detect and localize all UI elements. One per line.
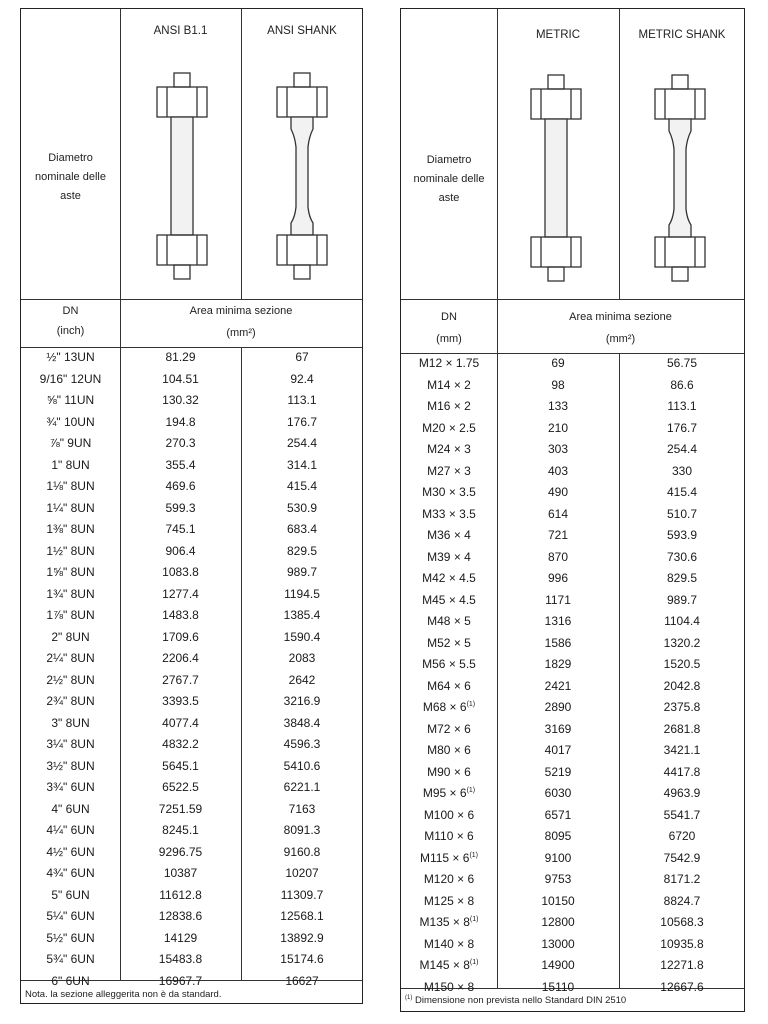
table-row bbox=[21, 734, 362, 756]
area-shank-cell: 683.4 bbox=[286, 522, 318, 536]
table-row bbox=[21, 562, 362, 584]
area-shank-cell: 9160.8 bbox=[283, 844, 321, 859]
area-cell: 104.51 bbox=[162, 371, 199, 386]
area-cell: 490 bbox=[547, 485, 569, 499]
dn-cell: M72 × 6 bbox=[427, 721, 471, 736]
area-shank-cell: 5541.7 bbox=[663, 807, 701, 822]
table-row bbox=[401, 396, 744, 418]
dn-cell: 3½" 8UN bbox=[46, 758, 95, 773]
stud-bolt-shank-icon bbox=[650, 73, 710, 283]
area-shank-cell: 92.4 bbox=[290, 371, 314, 386]
area-shank-cell: 254.4 bbox=[286, 436, 318, 450]
dn-cell: 1⅝" 8UN bbox=[46, 565, 95, 579]
area-cell: 5645.1 bbox=[162, 758, 199, 773]
area-shank-cell: 1104.4 bbox=[664, 614, 700, 628]
dn-cell: 1½" 8UN bbox=[46, 543, 95, 558]
area-cell: 9296.75 bbox=[158, 844, 203, 859]
dn-cell: M140 × 8 bbox=[423, 936, 475, 951]
table-row bbox=[21, 713, 362, 735]
area-shank-cell: 113.1 bbox=[667, 399, 697, 413]
area-cell: 194.8 bbox=[165, 414, 196, 429]
dn-cell: M33 × 3.5 bbox=[422, 506, 476, 521]
diameter-header-line: aste bbox=[438, 192, 460, 204]
dn-cell: 1⅛" 8UN bbox=[46, 479, 95, 493]
stud-bolt-icon bbox=[526, 73, 586, 283]
area-shank-cell: 3216.9 bbox=[283, 694, 321, 708]
ansi-b11-title: ANSI B1.1 bbox=[153, 25, 208, 37]
table-row bbox=[401, 869, 744, 891]
footnote-marker: (1) bbox=[466, 701, 476, 708]
table-row bbox=[401, 719, 744, 741]
area-shank-cell: 510.7 bbox=[666, 506, 698, 521]
table-row bbox=[21, 799, 362, 821]
table-row bbox=[401, 654, 744, 676]
dn-cell: ⅝" 11UN bbox=[46, 393, 95, 407]
metric-title: METRIC bbox=[535, 29, 581, 41]
dn-cell: $M68 \times 6^{(1)}$ bbox=[422, 700, 476, 714]
area-shank-cell: 4417.8 bbox=[663, 764, 701, 779]
area-shank-cell: 12568.1 bbox=[280, 909, 324, 923]
dn-cell: M45 × 4.5 bbox=[422, 592, 476, 607]
table-row bbox=[21, 906, 362, 928]
area-cell: 14900 bbox=[541, 958, 575, 972]
area-cell: 14129 bbox=[163, 930, 198, 945]
dn-cell: 2¾" 8UN bbox=[46, 694, 95, 708]
area-shank-cell: 176.7 bbox=[286, 414, 318, 429]
area-shank-cell: 12667.6 bbox=[660, 979, 704, 994]
table-row bbox=[401, 611, 744, 633]
table-row bbox=[21, 842, 362, 864]
dn-cell: M125 × 8 bbox=[423, 893, 475, 908]
table-row bbox=[401, 912, 744, 934]
area-shank-cell: 6221.1 bbox=[283, 780, 321, 794]
area-cell: 16967.7 bbox=[158, 973, 203, 988]
area-shank-cell: 56.75 bbox=[666, 356, 698, 370]
area-shank-cell: 6720 bbox=[668, 829, 696, 843]
dn-cell: M48 × 5 bbox=[427, 614, 471, 628]
divider bbox=[619, 9, 620, 299]
area-cell: 4832.2 bbox=[162, 737, 199, 751]
dn-cell: $M115 \times 6^{(1)}$ bbox=[419, 850, 479, 865]
table-row bbox=[21, 347, 362, 369]
area-cell: 2890 bbox=[544, 700, 572, 714]
area-shank-cell: 1590.4 bbox=[283, 629, 321, 644]
area-shank-cell: 730.6 bbox=[666, 549, 698, 564]
table-row bbox=[21, 691, 362, 713]
area-shank-cell: 1320.2 bbox=[663, 635, 701, 650]
area-shank-cell: 86.6 bbox=[670, 377, 694, 392]
table-row bbox=[401, 375, 744, 397]
footnote-marker: (1) bbox=[405, 995, 413, 1001]
metric-shank-title: METRIC SHANK bbox=[638, 29, 726, 41]
area-shank-cell: 1385.4 bbox=[283, 608, 321, 622]
area-shank-cell: 67 bbox=[295, 350, 309, 364]
table-row bbox=[21, 885, 362, 907]
footnote-marker: (1) bbox=[469, 916, 479, 923]
area-cell: 10387 bbox=[163, 866, 198, 880]
dn-cell: ¾" 10UN bbox=[46, 414, 95, 429]
area-cell: 469.6 bbox=[165, 479, 196, 493]
area-shank-cell: 10935.8 bbox=[660, 936, 704, 951]
area-cell: 745.1 bbox=[165, 522, 196, 536]
area-shank-cell: 314.1 bbox=[286, 457, 318, 472]
table-row bbox=[401, 590, 744, 612]
area-shank-cell: 10207 bbox=[285, 866, 319, 880]
table-row bbox=[401, 740, 744, 762]
diameter-header-line: nominale delle bbox=[413, 173, 485, 185]
area-cell: 8245.1 bbox=[162, 823, 199, 837]
area-cell: 614 bbox=[547, 506, 569, 521]
area-shank-cell: 11309.7 bbox=[280, 887, 324, 902]
area-cell: 9100 bbox=[544, 850, 572, 865]
area-shank-cell: 829.5 bbox=[286, 543, 318, 558]
table-row bbox=[401, 525, 744, 547]
area-cell: 1586 bbox=[544, 635, 572, 650]
area-cell: 6571 bbox=[544, 807, 572, 822]
table-row bbox=[21, 369, 362, 391]
table-row bbox=[21, 433, 362, 455]
dn-cell: 3¼" 8UN bbox=[46, 737, 95, 751]
area-cell: 270.3 bbox=[165, 436, 196, 450]
diameter-header-line: Diametro bbox=[48, 152, 93, 164]
divider bbox=[401, 299, 744, 300]
ansi-rows bbox=[21, 347, 362, 992]
area-cell: 1709.6 bbox=[162, 629, 199, 644]
area-shank-cell: 415.4 bbox=[286, 479, 318, 493]
table-row bbox=[401, 762, 744, 784]
area-shank-cell: 593.9 bbox=[666, 528, 698, 542]
area-cell: 4077.4 bbox=[162, 715, 199, 730]
dn-cell: M27 × 3 bbox=[427, 463, 471, 478]
dn-cell: 2" 8UN bbox=[51, 629, 90, 644]
ansi-table bbox=[20, 8, 363, 1004]
dn-unit: (mm) bbox=[436, 333, 462, 345]
area-cell: 1171 bbox=[545, 592, 571, 607]
area-shank-cell: 16627 bbox=[285, 973, 319, 988]
dn-cell: M42 × 4.5 bbox=[422, 571, 476, 585]
table-row bbox=[401, 568, 744, 590]
dn-cell: 1¾" 8UN bbox=[46, 586, 95, 601]
table-row bbox=[401, 482, 744, 504]
metric-table bbox=[400, 8, 745, 1012]
dn-cell: M30 × 3.5 bbox=[422, 485, 476, 499]
area-shank-cell: 12271.8 bbox=[660, 958, 704, 972]
dn-cell: $M145 \times 8^{(1)}$ bbox=[419, 958, 479, 972]
area-shank-cell: 3848.4 bbox=[283, 715, 321, 730]
area-cell: 870 bbox=[547, 549, 569, 564]
footnote-marker: (1) bbox=[469, 851, 479, 859]
dn-unit: (inch) bbox=[56, 325, 85, 337]
table-row bbox=[21, 949, 362, 971]
dn-cell: ½" 13UN bbox=[46, 350, 95, 364]
area-label: Area minima sezione bbox=[569, 311, 672, 323]
area-shank-cell: 829.5 bbox=[666, 571, 698, 585]
area-cell: 403 bbox=[547, 463, 569, 478]
table-row bbox=[401, 676, 744, 698]
table-row bbox=[401, 826, 744, 848]
area-shank-cell: 13892.9 bbox=[280, 930, 324, 945]
area-shank-cell: 1520.5 bbox=[663, 657, 701, 671]
area-shank-cell: 8171.2 bbox=[663, 872, 701, 886]
dn-cell: M52 × 5 bbox=[427, 635, 471, 650]
table-row bbox=[401, 633, 744, 655]
ansi-shank-title: ANSI SHANK bbox=[267, 25, 337, 37]
diameter-header-line: nominale delle bbox=[35, 171, 106, 183]
area-shank-cell: 10568.3 bbox=[660, 915, 704, 929]
table-row bbox=[21, 648, 362, 670]
area-cell: 2767.7 bbox=[162, 672, 199, 687]
dn-cell: 5" 6UN bbox=[51, 887, 90, 902]
area-shank-cell: 2042.8 bbox=[663, 678, 701, 693]
area-cell: 1277.4 bbox=[162, 586, 199, 601]
area-shank-cell: 989.7 bbox=[286, 565, 318, 579]
area-cell: 906.4 bbox=[165, 543, 196, 558]
table-row bbox=[21, 756, 362, 778]
divider bbox=[21, 299, 362, 300]
area-shank-cell: 4963.9 bbox=[663, 786, 701, 800]
dn-cell: $M95 \times 6^{(1)}$ bbox=[422, 786, 476, 800]
area-shank-cell: 254.4 bbox=[666, 442, 698, 456]
area-cell: 130.32 bbox=[162, 393, 199, 407]
area-shank-cell: 5410.6 bbox=[283, 758, 321, 773]
dn-cell: 5¾" 6UN bbox=[46, 952, 95, 966]
area-cell: 1083.8 bbox=[162, 565, 199, 579]
footnote-marker: (1) bbox=[469, 959, 479, 966]
area-cell: 11612.8 bbox=[159, 887, 202, 902]
area-shank-cell: 8824.7 bbox=[663, 893, 701, 908]
table-row bbox=[401, 504, 744, 526]
area-cell: 1316 bbox=[544, 614, 572, 628]
dn-cell: 2¼" 8UN bbox=[46, 651, 95, 665]
table-row bbox=[21, 412, 362, 434]
footnote-text: Dimensione non prevista nello Standard DIN 2510 bbox=[414, 995, 627, 1007]
area-cell: 5219 bbox=[544, 764, 572, 779]
area-cell: 8095 bbox=[544, 829, 572, 843]
area-unit: (mm²) bbox=[226, 327, 256, 339]
table-row bbox=[401, 353, 744, 375]
diameter-header-line: Diametro bbox=[426, 154, 472, 166]
dn-cell: 1" 8UN bbox=[51, 457, 90, 472]
table-row bbox=[401, 891, 744, 913]
dn-cell: M20 × 2.5 bbox=[422, 420, 476, 435]
area-cell: 81.29 bbox=[165, 350, 196, 364]
area-cell: 303 bbox=[547, 442, 569, 456]
table-row bbox=[21, 928, 362, 950]
footnote bbox=[405, 995, 626, 1006]
area-shank-cell: 1194.5 bbox=[284, 586, 320, 601]
area-cell: 9753 bbox=[544, 872, 572, 886]
dn-cell: $M135 \times 8^{(1)}$ bbox=[419, 915, 479, 929]
table-row bbox=[21, 627, 362, 649]
footnote: Nota. la sezione alleggerita non è da standard. bbox=[25, 989, 222, 1000]
table-row bbox=[21, 498, 362, 520]
dn-cell: M39 × 4 bbox=[427, 549, 471, 564]
diameter-header-line: aste bbox=[60, 190, 81, 202]
area-cell: 3393.5 bbox=[162, 694, 199, 708]
table-row bbox=[21, 863, 362, 885]
table-row bbox=[401, 439, 744, 461]
dn-cell: 1¼" 8UN bbox=[46, 500, 95, 515]
dn-cell: 4" 6UN bbox=[51, 801, 90, 816]
table-row bbox=[21, 541, 362, 563]
area-shank-cell: 2642 bbox=[288, 672, 316, 687]
area-cell: 210 bbox=[547, 420, 569, 435]
stud-bolt-shank-icon bbox=[272, 71, 332, 281]
dn-cell: 4½" 6UN bbox=[46, 844, 95, 859]
area-shank-cell: 2083 bbox=[288, 651, 316, 665]
stud-bolt-icon bbox=[152, 71, 212, 281]
dn-cell: 3¾" 6UN bbox=[46, 780, 95, 794]
area-shank-cell: 2375.8 bbox=[663, 700, 701, 714]
dn-cell: M150 × 8 bbox=[423, 979, 475, 994]
area-cell: 7251.59 bbox=[158, 801, 203, 816]
area-cell: 2206.4 bbox=[162, 651, 199, 665]
area-cell: 13000 bbox=[541, 936, 575, 951]
diameter-header bbox=[401, 151, 497, 208]
area-cell: 12800 bbox=[541, 915, 575, 929]
dn-cell: M64 × 6 bbox=[427, 678, 471, 693]
area-cell: 996 bbox=[547, 571, 569, 585]
dn-cell: M36 × 4 bbox=[427, 528, 471, 542]
area-cell: 98 bbox=[551, 377, 565, 392]
dn-cell: M100 × 6 bbox=[423, 807, 475, 822]
dn-cell: M16 × 2 bbox=[427, 399, 471, 413]
area-cell: 2421 bbox=[544, 678, 572, 693]
table-row bbox=[21, 519, 362, 541]
dn-cell: M110 × 6 bbox=[424, 829, 474, 843]
dn-cell: 1⅞" 8UN bbox=[46, 608, 95, 622]
dn-cell: M56 × 5.5 bbox=[422, 657, 476, 671]
area-cell: 10150 bbox=[541, 893, 575, 908]
area-shank-cell: 530.9 bbox=[286, 500, 318, 515]
table-row bbox=[401, 934, 744, 956]
table-row bbox=[401, 547, 744, 569]
table-row bbox=[21, 390, 362, 412]
dn-cell: 5¼" 6UN bbox=[46, 909, 95, 923]
area-label: Area minima sezione bbox=[189, 305, 293, 317]
area-shank-cell: 7542.9 bbox=[663, 850, 701, 865]
table-row bbox=[401, 848, 744, 870]
dn-cell: 6" 6UN bbox=[51, 973, 90, 988]
table-row bbox=[21, 777, 362, 799]
area-shank-cell: 8091.3 bbox=[283, 823, 321, 837]
metric-rows bbox=[401, 353, 744, 998]
area-cell: 6030 bbox=[544, 786, 572, 800]
area-shank-cell: 2681.8 bbox=[663, 721, 701, 736]
dn-cell: M90 × 6 bbox=[427, 764, 471, 779]
dn-label: DN bbox=[441, 311, 457, 323]
area-shank-cell: 113.1 bbox=[287, 393, 317, 407]
table-row bbox=[401, 418, 744, 440]
area-shank-cell: 7163 bbox=[288, 801, 316, 816]
dn-cell: 2½" 8UN bbox=[46, 672, 95, 687]
dn-cell: ⅞" 9UN bbox=[49, 436, 92, 450]
area-cell: 15483.8 bbox=[158, 952, 203, 966]
area-cell: 6522.5 bbox=[162, 780, 199, 794]
area-cell: 599.3 bbox=[165, 500, 196, 515]
area-cell: 15110 bbox=[541, 979, 575, 994]
area-cell: 12838.6 bbox=[158, 909, 203, 923]
dn-cell: 5½" 6UN bbox=[46, 930, 95, 945]
table-row bbox=[21, 455, 362, 477]
area-cell: 69 bbox=[551, 356, 565, 370]
area-shank-cell: 176.7 bbox=[666, 420, 698, 435]
dn-cell: M24 × 3 bbox=[427, 442, 471, 456]
dn-label: DN bbox=[62, 305, 79, 317]
dn-cell: M120 × 6 bbox=[423, 872, 475, 886]
area-cell: 1483.8 bbox=[162, 608, 199, 622]
table-row bbox=[21, 820, 362, 842]
area-shank-cell: 15174.6 bbox=[280, 952, 324, 966]
table-row bbox=[401, 783, 744, 805]
dn-cell: M12 × 1.75 bbox=[418, 356, 480, 370]
dn-cell: 4¼" 6UN bbox=[46, 823, 95, 837]
area-cell: 721 bbox=[547, 528, 569, 542]
table-row bbox=[401, 805, 744, 827]
dn-cell: 9/16" 12UN bbox=[39, 371, 102, 386]
table-row bbox=[401, 461, 744, 483]
area-cell: 3169 bbox=[544, 721, 572, 736]
area-shank-cell: 4596.3 bbox=[283, 737, 321, 751]
area-unit: (mm²) bbox=[605, 333, 636, 345]
area-cell: 1829 bbox=[544, 657, 572, 671]
table-row bbox=[21, 476, 362, 498]
dn-cell: 3" 8UN bbox=[51, 715, 90, 730]
dn-cell: 1⅜" 8UN bbox=[46, 522, 95, 536]
area-cell: 133 bbox=[547, 399, 569, 413]
table-row bbox=[21, 584, 362, 606]
table-row bbox=[21, 670, 362, 692]
divider bbox=[120, 9, 121, 335]
area-shank-cell: 330 bbox=[671, 463, 693, 478]
dn-cell: M80 × 6 bbox=[427, 743, 471, 757]
diameter-header bbox=[21, 149, 120, 206]
table-row bbox=[21, 605, 362, 627]
dn-cell: 4¾" 6UN bbox=[46, 866, 95, 880]
footnote-marker: (1) bbox=[466, 787, 476, 794]
divider bbox=[241, 9, 242, 299]
area-shank-cell: 415.4 bbox=[666, 485, 698, 499]
table-row bbox=[401, 697, 744, 719]
area-cell: 4017 bbox=[544, 743, 572, 757]
table-row bbox=[401, 955, 744, 977]
area-cell: 355.4 bbox=[165, 457, 196, 472]
area-shank-cell: 3421.1 bbox=[663, 743, 701, 757]
area-shank-cell: 989.7 bbox=[666, 592, 698, 607]
dn-cell: M14 × 2 bbox=[427, 377, 471, 392]
